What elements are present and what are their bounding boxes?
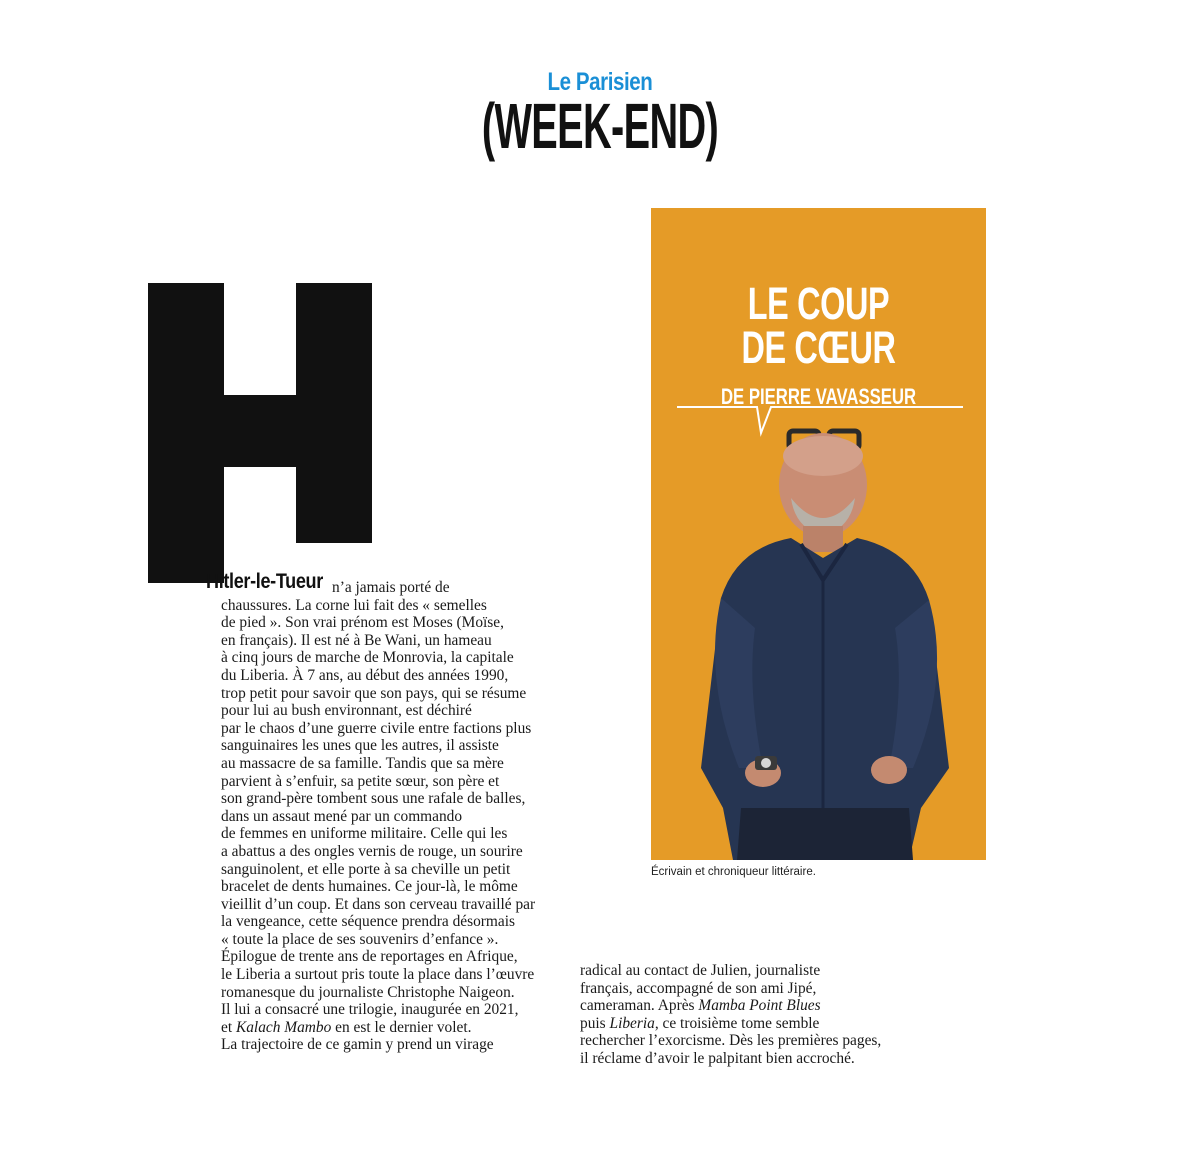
text-line: chaussures. La corne lui fait des « semelles (221, 596, 487, 614)
text-line: par le chaos d’une guerre civile entre factions plus (221, 719, 532, 737)
text-line: Épilogue de trente ans de reportages en Afrique, (221, 948, 518, 966)
text-line: Il lui a consacré une trilogie, inaugurée en 2021, (221, 1001, 519, 1019)
text-line: et Kalach Mambo en est le dernier volet. (221, 1018, 472, 1036)
text-line: de pied ». Son vrai prénom est Moses (Moïse, (221, 614, 504, 632)
text-line: il réclame d’avoir le palpitant bien accroché. (580, 1049, 855, 1067)
article-column-1 (221, 579, 535, 1054)
text-line: a abattus a des ongles vernis de rouge, un sourire (221, 842, 523, 860)
text-line: vieillit d’un coup. Et dans son cerveau travaillé par (221, 895, 536, 913)
author-portrait (651, 208, 986, 860)
coup-de-coeur-panel (651, 208, 986, 860)
panel-subtitle: DE PIERRE VAVASSEUR (720, 384, 917, 409)
text-line: à cinq jours de marche de Monrovia, la capitale (221, 649, 514, 667)
text-line: parvient à s’enfuir, sa petite sœur, son père et (221, 772, 500, 790)
panel-title-line-2: DE CŒUR (741, 322, 896, 373)
text-line: rechercher l’exorcisme. Dès les premières pages, (580, 1032, 882, 1050)
photo-caption: Écrivain et chroniqueur littéraire. (651, 866, 816, 878)
drop-letter-h (148, 283, 372, 583)
text-line: le Liberia a surtout pris toute la place dans l’œuvre (221, 966, 535, 984)
text-line: la vengeance, cette séquence prendra désormais (221, 913, 515, 931)
text-line: du Liberia. À 7 ans, au début des années 1990, (221, 666, 509, 684)
text-line: de femmes en uniforme militaire. Celle qui les (221, 825, 508, 843)
text-line: dans un assaut mené par un commando (221, 807, 463, 825)
text-line: trop petit pour savoir que son pays, qui se résume (221, 684, 527, 702)
text-line: sanguinolent, et elle porte à sa cheville un petit (221, 860, 511, 878)
masthead (0, 68, 1200, 162)
text-line: puis Liberia, ce troisième tome semble (580, 1014, 820, 1032)
book-title: Kalach Mambo (235, 1018, 332, 1036)
text-line: n’a jamais porté de (332, 579, 450, 596)
panel-title-line-1: LE COUP (747, 278, 890, 329)
text-line: pour lui au bush environnant, est déchiré (221, 702, 472, 720)
text-line: en français). Il est né à Be Wani, un hameau (221, 631, 492, 649)
text-line: bracelet de dents humaines. Ce jour-là, le môme (221, 878, 518, 896)
lead-in: Hitler-le-Tueur (206, 570, 323, 593)
book-title: Liberia (609, 1014, 655, 1032)
text-line: sanguinaires les unes que les autres, il assiste (221, 737, 499, 755)
article-column-2 (580, 962, 881, 1068)
text-line: La trajectoire de ce gamin y prend un virage (221, 1036, 494, 1054)
edition-title: (WEEK-END) (481, 90, 719, 162)
text-line: français, accompagné de son ami Jipé, (580, 979, 817, 997)
text-line: romanesque du journaliste Christophe Naigeon. (221, 983, 515, 1001)
text-line: au massacre de sa famille. Tandis que sa mère (221, 754, 504, 772)
brand-name: Le Parisien (547, 68, 653, 96)
text-line: radical au contact de Julien, journaliste (580, 962, 821, 979)
text-line: son grand-père tombent sous une rafale de balles, (221, 790, 526, 808)
text-line: cameraman. Après Mamba Point Blues (580, 997, 821, 1015)
text-line: « toute la place de ses souvenirs d’enfance ». (221, 930, 499, 948)
book-title: Mamba Point Blues (698, 997, 821, 1015)
